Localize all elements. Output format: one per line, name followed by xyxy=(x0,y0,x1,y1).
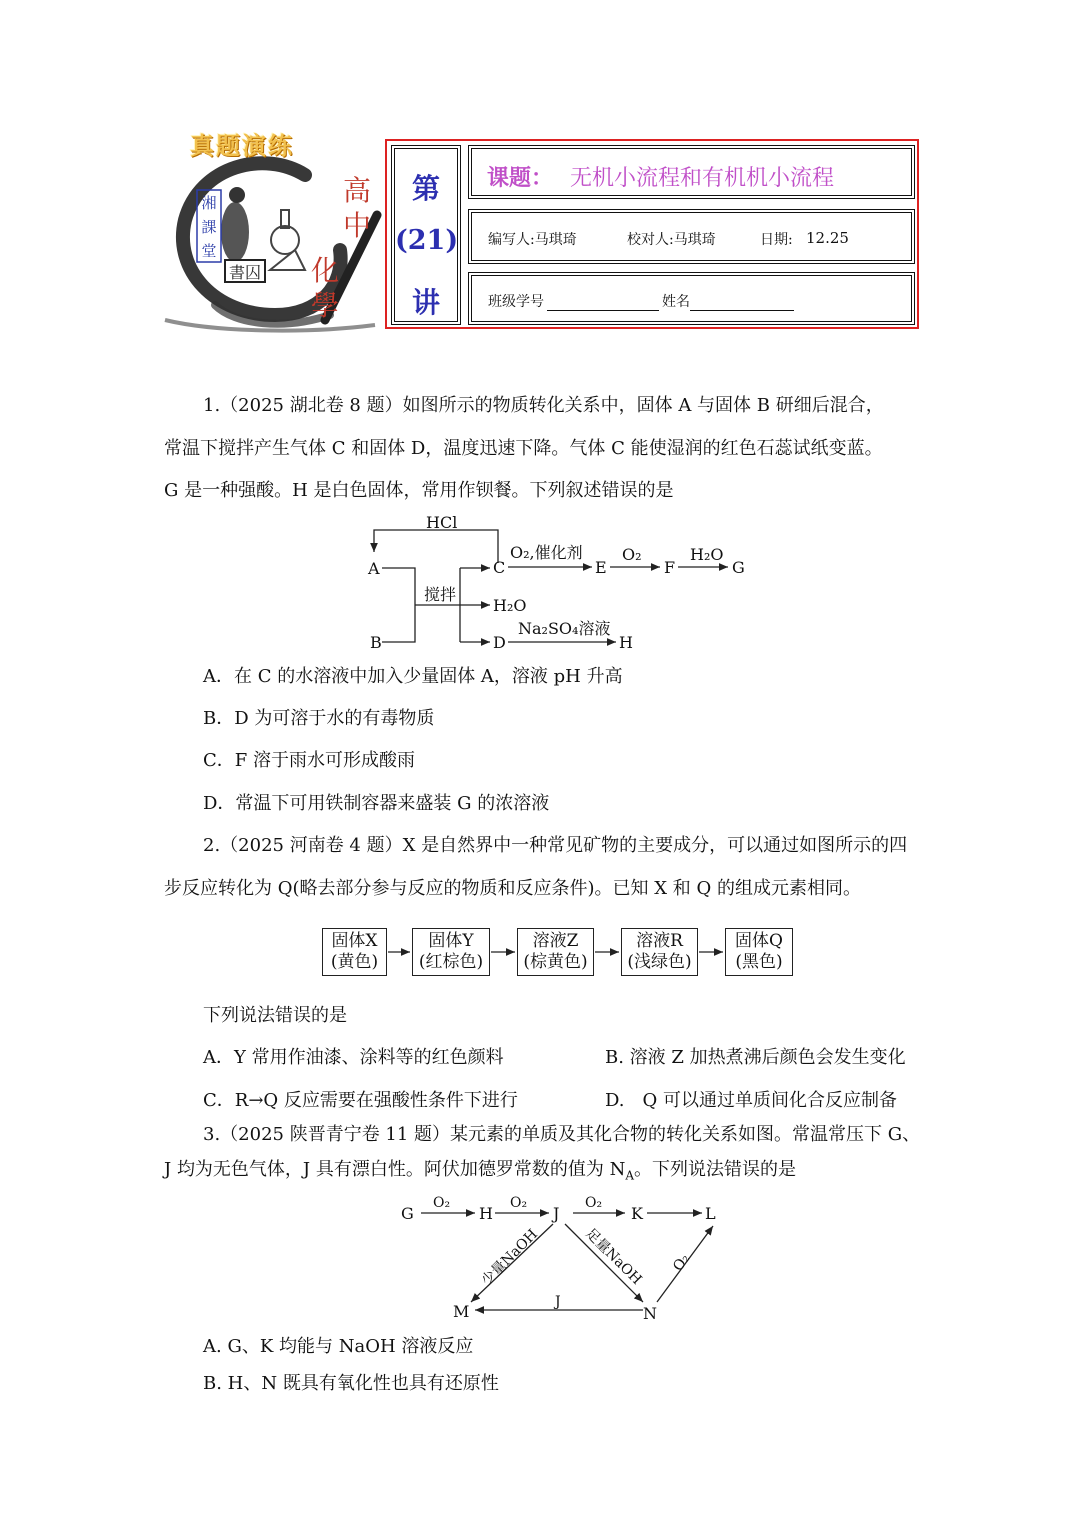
q1-line-2: 常温下搅拌产生气体 C 和固体 D，温度迅速下降。气体 C 能使湿润的红色石蕊试纸变蓝。 xyxy=(164,438,883,459)
q1-label-o2-catalyst: O₂,催化剂 xyxy=(510,543,583,562)
logo-seal-char-2: 課 xyxy=(201,218,217,236)
q1-label-stir: 搅拌 xyxy=(424,585,457,604)
q3-label-g: G xyxy=(401,1204,414,1223)
q2-flow-box-x xyxy=(322,928,387,976)
q2-flow-q-color: (黑色) xyxy=(735,952,783,972)
q3-label-excess-naoh: 足量NaOH xyxy=(582,1225,645,1288)
q3-label-m: M xyxy=(453,1302,470,1321)
q2-flow-z-color: (棕黄色) xyxy=(523,952,588,972)
q1-label-d: D xyxy=(493,633,506,652)
q3-label-k: K xyxy=(631,1204,643,1223)
q2-flow-x-color: (黄色) xyxy=(330,952,379,972)
date-label: 日期: xyxy=(760,232,793,248)
q1-diagram xyxy=(360,508,760,658)
class-label: 班级学号 xyxy=(488,294,544,310)
q1-label-e: E xyxy=(595,558,607,577)
topic-title: 无机小流程和有机机小流程 xyxy=(570,166,835,191)
q3-line-2-tail: 。下列说法错误的是 xyxy=(634,1159,797,1180)
q2-flow-x-name: 固体X xyxy=(331,931,378,951)
logo-seal-char-1: 湘 xyxy=(201,194,217,212)
q3-diagram xyxy=(395,1190,725,1325)
q1-option-c[interactable]: C．F 溶于雨水可形成酸雨 xyxy=(203,750,415,771)
q2-option-c[interactable]: C．R→Q 反应需要在强酸性条件下进行 xyxy=(203,1090,518,1111)
q3-line-1: 3.（2025 陕晋青宁卷 11 题）某元素的单质及其化合物的转化关系如图。常温常压下 G、 xyxy=(203,1124,921,1145)
q2-flow-r-name: 溶液R xyxy=(636,931,683,951)
q3-line-2 xyxy=(164,1161,796,1182)
logo-seal-char-3: 堂 xyxy=(201,242,217,260)
q3-label-little-naoh: 少量NaOH xyxy=(478,1226,541,1289)
logo-side-char-3: 化 xyxy=(311,254,340,287)
q1-hcl-arrow xyxy=(374,530,498,563)
q3-label-o2-2: O₂ xyxy=(510,1195,528,1211)
q2-stem: 下列说法错误的是 xyxy=(203,1005,347,1026)
lecture-suffix: 讲 xyxy=(411,286,440,319)
q2-option-b[interactable]: B. 溶液 Z 加热煮沸后颜色会发生变化 xyxy=(605,1047,906,1068)
q2-option-d[interactable]: D. Q 可以通过单质间化合反应制备 xyxy=(605,1090,897,1111)
checker-label: 校对人:马琪琦 xyxy=(627,232,716,248)
q2-flow-r-color: (浅绿色) xyxy=(627,952,692,972)
q3-label-j-bottom: J xyxy=(555,1294,561,1310)
q3-line-2-text: J 均为无色气体，J 具有漂白性。阿伏加德罗常数的值为 N xyxy=(164,1159,626,1180)
q1-label-g: G xyxy=(732,558,745,577)
q1-label-hcl: HCl xyxy=(426,513,458,532)
q1-label-h2o-out: H₂O xyxy=(493,596,527,615)
q2-flow-arrows xyxy=(380,940,740,964)
q2-flow-y-color: (红棕色) xyxy=(418,952,484,972)
q2-line-2: 步反应转化为 Q(略去部分参与反应的物质和反应条件)。已知 X 和 Q 的组成元素相同。 xyxy=(164,878,861,899)
date-value: 12.25 xyxy=(806,229,849,247)
q1-line-3: G 是一种强酸。H 是白色固体，常用作钡餐。下列叙述错误的是 xyxy=(164,480,674,501)
q3-line-2-sub: A xyxy=(625,1168,635,1183)
q1-label-na2so4: Na₂SO₄溶液 xyxy=(518,619,611,638)
q1-line-1: 1.（2025 湖北卷 8 题）如图所示的物质转化关系中，固体 A 与固体 B 研细后混合， xyxy=(203,395,884,416)
q2-flow-y-name: 固体Y xyxy=(428,931,474,951)
q1-label-o2: O₂ xyxy=(622,545,642,564)
q3-label-n: N xyxy=(643,1304,657,1323)
q1-label-b: B xyxy=(370,633,382,652)
q2-flow-q-name: 固体Q xyxy=(735,931,783,951)
q3-label-h: H xyxy=(479,1204,493,1223)
q3-label-o2-3: O₂ xyxy=(585,1195,603,1211)
q3-option-a[interactable]: A. G、K 均能与 NaOH 溶液反应 xyxy=(203,1336,474,1357)
q1-label-h2o: H₂O xyxy=(690,545,724,564)
logo-side-char-4: 學 xyxy=(311,289,340,322)
q1-label-h: H xyxy=(619,633,633,652)
q3-label-l: L xyxy=(705,1204,716,1223)
logo-side-char-1: 高 xyxy=(343,174,372,207)
q1-label-a: A xyxy=(368,559,380,578)
name-blank[interactable] xyxy=(690,292,794,311)
class-blank[interactable] xyxy=(547,292,659,311)
q3-label-o2-4: O₂ xyxy=(670,1251,694,1275)
logo-side-char-2: 中 xyxy=(343,209,372,242)
logo-title: 真题演练 xyxy=(190,132,294,160)
lecture-number-box xyxy=(391,145,461,325)
logo-stamp-text: 書囚 xyxy=(228,263,262,282)
name-label: 姓名 xyxy=(662,294,690,310)
author-label: 编写人:马琪琦 xyxy=(488,232,577,248)
q2-line-1: 2.（2025 河南卷 4 题）X 是自然界中一种常见矿物的主要成分，可以通过如图所示的四 xyxy=(203,835,908,856)
q1-label-c: C xyxy=(493,558,506,577)
topic-label: 课题： xyxy=(487,165,554,191)
q3-option-b[interactable]: B. H、N 既具有氧化性也具有还原性 xyxy=(203,1373,499,1394)
q2-flow-z-name: 溶液Z xyxy=(532,931,579,951)
lecture-number: (21) xyxy=(395,225,459,256)
q3-label-o2-1: O₂ xyxy=(433,1195,451,1211)
q1-option-b[interactable]: B．D 为可溶于水的有毒物质 xyxy=(203,708,435,729)
q1-mix-bracket xyxy=(382,568,415,642)
q2-option-a[interactable]: A．Y 常用作油漆、涂料等的红色颜料 xyxy=(203,1047,504,1068)
q1-option-a[interactable]: A．在 C 的水溶液中加入少量固体 A，溶液 pH 升高 xyxy=(203,666,623,687)
q3-label-j: J xyxy=(553,1204,560,1223)
lecture-prefix: 第 xyxy=(411,172,440,205)
q1-option-d[interactable]: D．常温下可用铁制容器来盛装 G 的浓溶液 xyxy=(203,793,550,814)
q1-label-f: F xyxy=(664,558,676,577)
